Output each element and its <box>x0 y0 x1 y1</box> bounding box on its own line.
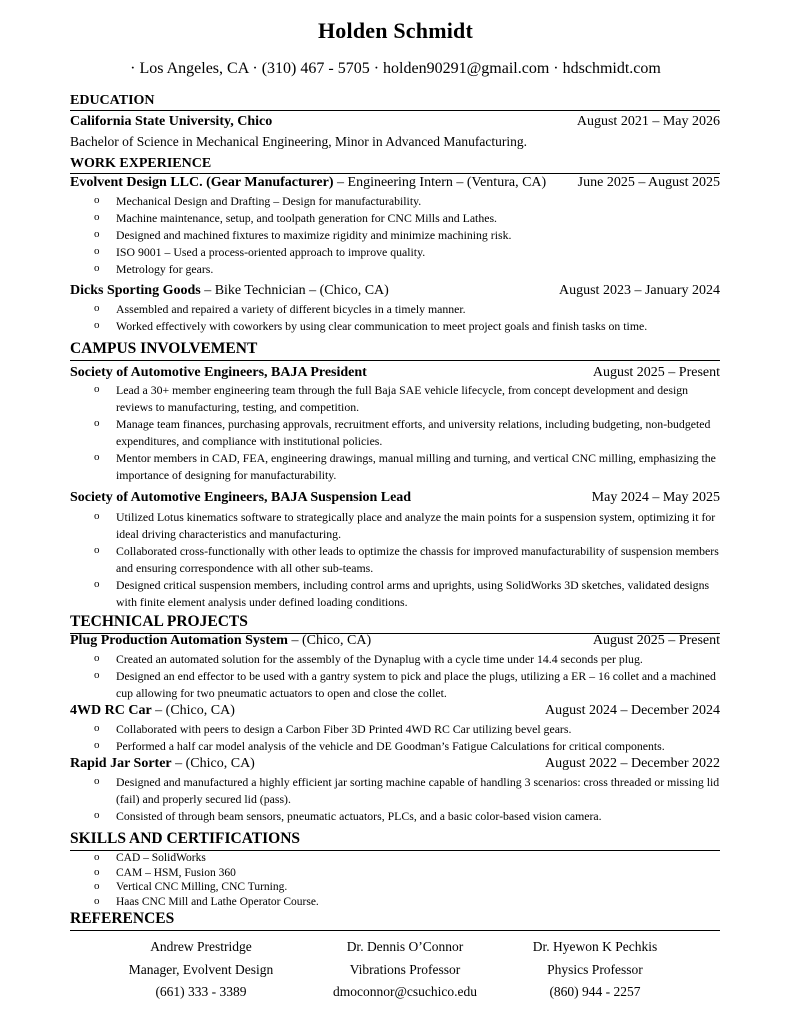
list-item: o Performed a half car model analysis of the vehicle and DE Goodman’s Fatigue Calculations for critical components. <box>116 738 722 755</box>
list-item: o Designed an end effector to be used with a gantry system to pick and place the plugs, utilizing a ER – 16 collet and a machined cup allowing for two pneumatic actuators to open and close the collet. <box>116 668 722 702</box>
list-item: o Assembled and repaired a variety of different bicycles in a timely manner. <box>116 301 722 318</box>
reference-name: Dr. Dennis O’Connor <box>346 939 464 954</box>
reference-contact: (860) 944 - 2257 <box>549 984 641 999</box>
list-item: o Haas CNC Mill and Lathe Operator Course. <box>116 895 722 910</box>
list-item: o Created an automated solution for the assembly of the Dynaplug with a cycle time under 14.4 seconds per plug. <box>116 651 722 668</box>
project-dates: August 2022 – December 2022 <box>545 756 720 771</box>
role-title: Society of Automotive Engineers, BAJA President <box>70 365 367 380</box>
degree-text: Bachelor of Science in Mechanical Engineering, Minor in Advanced Manufacturing. <box>70 134 527 149</box>
project-dates: August 2024 – December 2024 <box>545 703 720 718</box>
project-bullets <box>116 721 722 755</box>
list-item: o Vertical CNC Milling, CNC Turning. <box>116 880 722 895</box>
reference-entry <box>92 936 310 1004</box>
reference-name: Andrew Prestridge <box>150 939 252 954</box>
job-org: Dicks Sporting Goods <box>70 283 201 298</box>
project-detail: – (Chico, CA) <box>287 633 372 648</box>
reference-contact: dmoconnor@csuchico.edu <box>332 984 478 999</box>
references-grid <box>92 936 692 1004</box>
applicant-name: Holden Schmidt <box>318 18 473 43</box>
project-detail: – (Chico, CA) <box>171 756 255 771</box>
reference-title: Vibrations Professor <box>349 961 461 977</box>
list-item: o ISO 9001 – Used a process-oriented approach to improve quality. <box>116 244 722 261</box>
reference-name: Dr. Hyewon K Pechkis <box>532 939 658 954</box>
list-item: o Designed critical suspension members, including control arms and uprights, using SolidWorks 3D sketches, validated designs with finite element analysis under defined loading conditions. <box>116 577 722 611</box>
list-item: o Consisted of through beam sensors, pneumatic actuators, PLCs, and a basic color-based vision camera. <box>116 808 722 825</box>
job-bullets <box>116 301 722 335</box>
project-bullets <box>116 774 722 825</box>
project-dates: August 2025 – Present <box>592 633 720 648</box>
section-heading-projects: TECHNICAL PROJECTS <box>70 614 720 634</box>
project-detail: – (Chico, CA) <box>151 703 235 718</box>
job-row <box>70 175 720 191</box>
list-item: o Collaborated cross-functionally with other leads to optimize the chassis for improved manufacturability of suspension members and ensuring correspondence with all other sub-teams. <box>116 543 722 577</box>
job-dates: August 2023 – January 2024 <box>559 283 720 298</box>
section-heading-education: EDUCATION <box>70 94 720 111</box>
school-name: California State University, Chico <box>70 114 273 129</box>
project-title: 4WD RC Car <box>70 703 152 718</box>
list-item: o Mechanical Design and Drafting – Design for manufacturability. <box>116 193 722 210</box>
list-item: o Mentor members in CAD, FEA, engineering drawings, manual milling and turning, and vertical CNC milling, emphasizing the importance of designing for manufacturability. <box>116 450 722 484</box>
contact-line: · Los Angeles, CA · (310) 467 - 5705 · holden90291@gmail.com · hdschmidt.com <box>130 60 661 77</box>
role-dates: August 2025 – Present <box>592 365 720 380</box>
list-item: o CAM – HSM, Fusion 360 <box>116 866 722 881</box>
role-bullets <box>116 509 722 611</box>
reference-title: Physics Professor <box>547 961 643 977</box>
role-row <box>70 365 720 381</box>
education-dates: August 2021 – May 2026 <box>576 114 720 129</box>
reference-title: Manager, Evolvent Design <box>128 961 274 977</box>
list-item: o Collaborated with peers to design a Carbon Fiber 3D Printed 4WD RC Car utilizing bevel gears. <box>116 721 722 738</box>
job-dates: June 2025 – August 2025 <box>577 175 720 190</box>
job-org: Evolvent Design LLC. (Gear Manufacturer) <box>70 175 334 190</box>
reference-entry <box>310 936 500 1004</box>
list-item: o Utilized Lotus kinematics software to strategically place and analyze the main points for a suspension system, optimizing it for ideal driving characteristics and manufacturing. <box>116 509 722 543</box>
project-title: Rapid Jar Sorter <box>70 756 172 771</box>
job-detail: – Engineering Intern – (Ventura, CA) <box>333 175 547 190</box>
section-heading-skills: SKILLS AND CERTIFICATIONS <box>70 831 720 851</box>
skills-list <box>116 851 722 909</box>
project-title: Plug Production Automation System <box>70 633 288 648</box>
list-item: o Worked effectively with coworkers by using clear communication to meet project goals and finish tasks on time. <box>116 318 722 335</box>
project-row <box>70 633 720 649</box>
role-row <box>70 490 720 506</box>
reference-contact: (661) 333 - 3389 <box>155 984 247 999</box>
list-item: o Designed and machined fixtures to maximize rigidity and minimize machining risk. <box>116 227 722 244</box>
role-title: Society of Automotive Engineers, BAJA Suspension Lead <box>70 490 412 505</box>
list-item: o CAD – SolidWorks <box>116 851 722 866</box>
list-item: o Lead a 30+ member engineering team through the full Baja SAE vehicle lifecycle, from concept development and design reviews to manufacturing, testing, and competition. <box>116 382 722 416</box>
project-bullets <box>116 651 722 702</box>
reference-entry <box>500 936 690 1004</box>
role-dates: May 2024 – May 2025 <box>591 490 720 505</box>
list-item: o Manage team finances, purchasing approvals, recruitment efforts, and university relations, including budgeting, non-budgeted expenditures, and compliance with institutional policies. <box>116 416 722 450</box>
job-row <box>70 283 720 299</box>
list-item: o Designed and manufactured a highly efficient jar sorting machine capable of handling 3 scenarios: cross threaded or missing lid (fail) and properly secured lid (pass). <box>116 774 722 808</box>
project-row <box>70 756 720 772</box>
job-bullets <box>116 193 722 278</box>
section-heading-campus: CAMPUS INVOLVEMENT <box>70 341 720 361</box>
job-detail: – Bike Technician – (Chico, CA) <box>200 283 389 298</box>
section-heading-work: WORK EXPERIENCE <box>70 157 720 174</box>
role-bullets <box>116 382 722 484</box>
list-item: o Machine maintenance, setup, and toolpath generation for CNC Mills and Lathes. <box>116 210 722 227</box>
section-heading-references: REFERENCES <box>70 911 720 931</box>
project-row <box>70 703 720 719</box>
education-row <box>70 114 720 130</box>
list-item: o Metrology for gears. <box>116 261 722 278</box>
